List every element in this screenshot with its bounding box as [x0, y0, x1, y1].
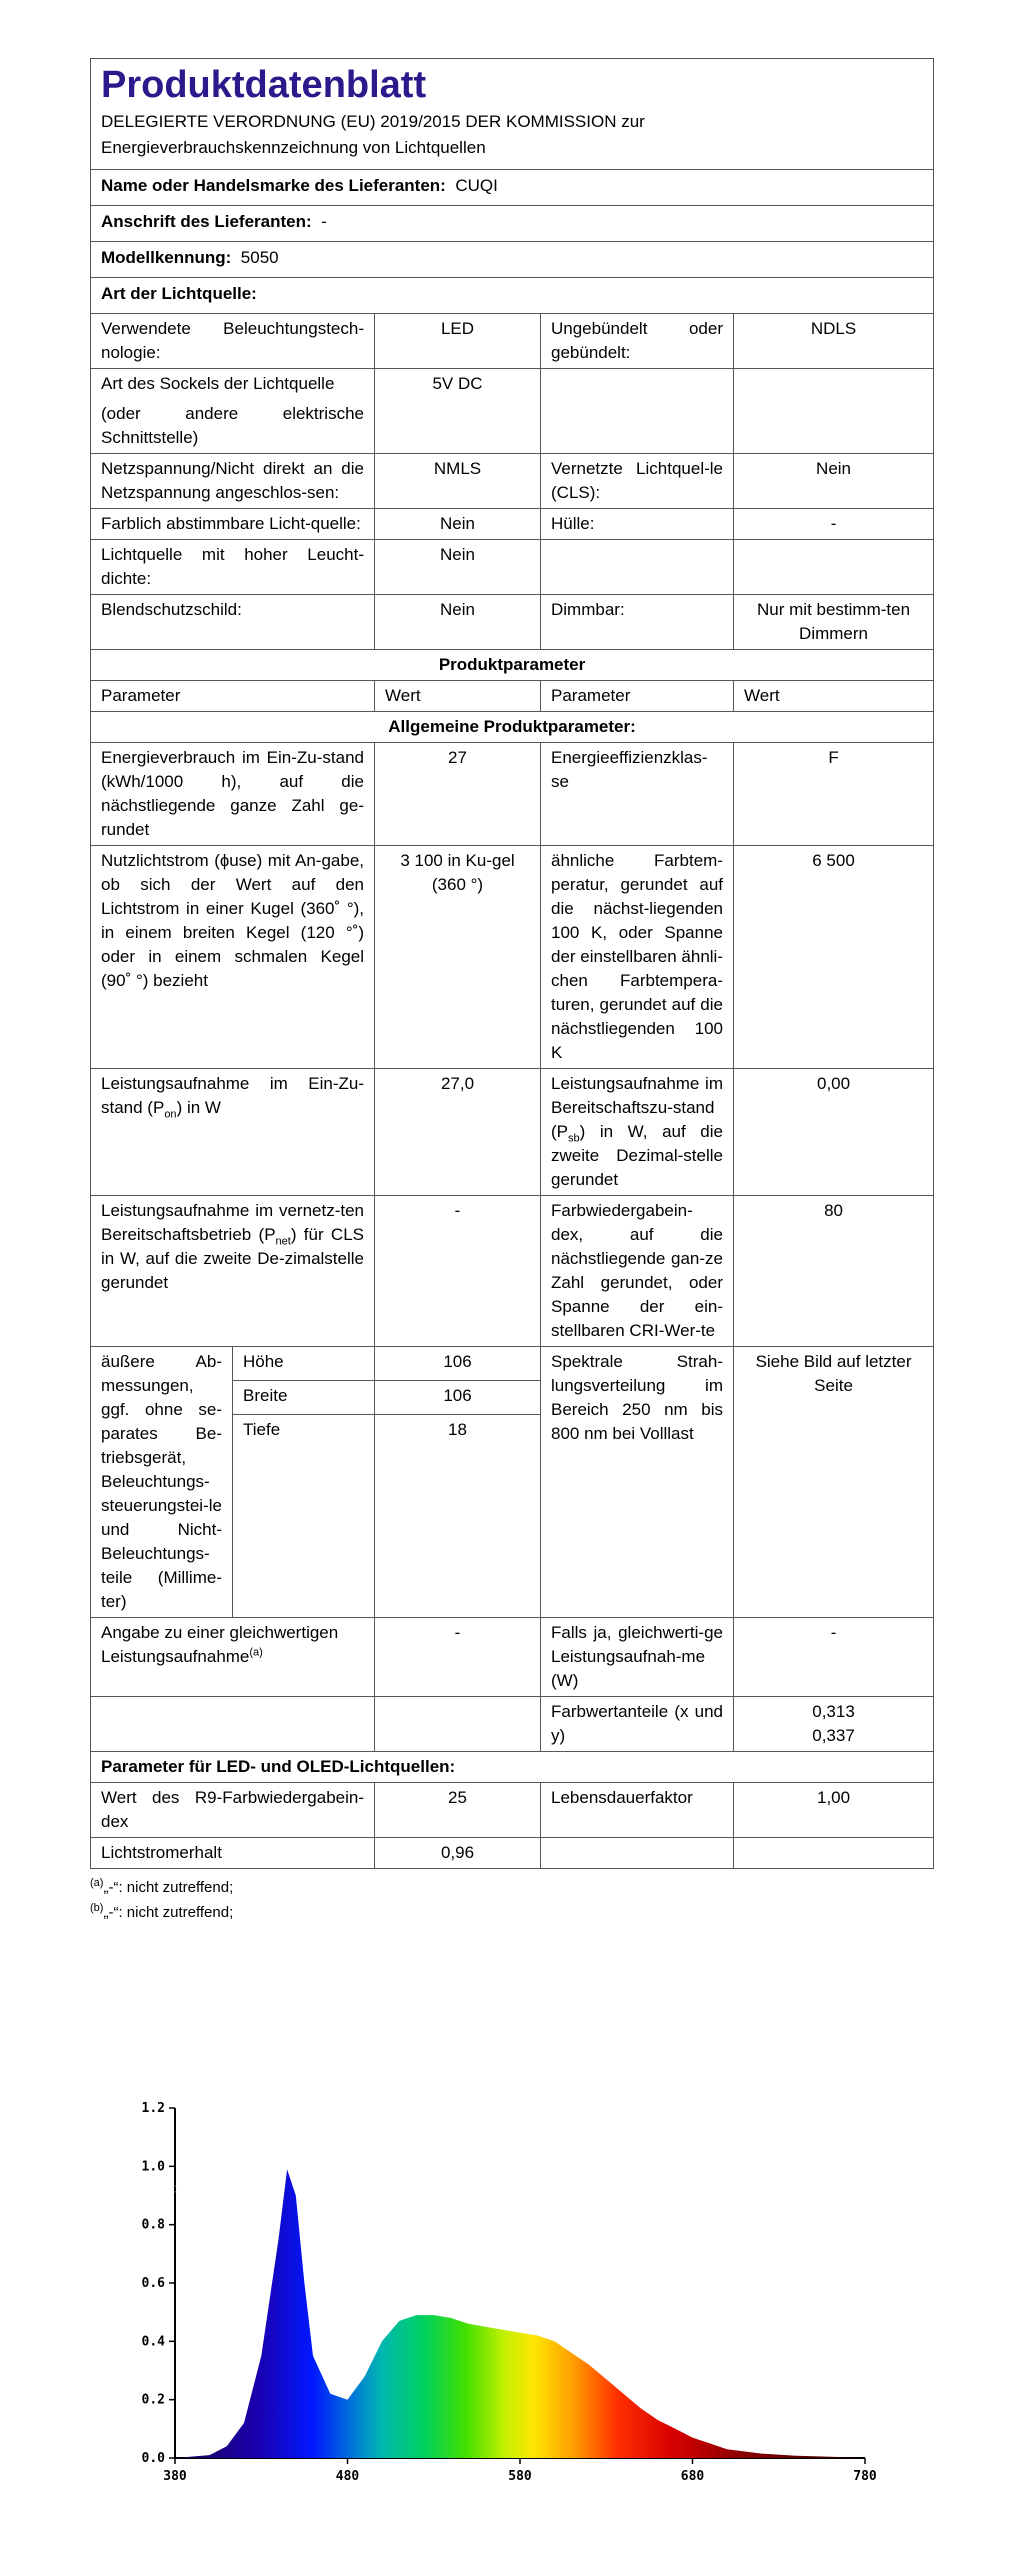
equivalent-power-footnote: (a) [249, 1646, 263, 1659]
height-label: Höhe [233, 1347, 375, 1381]
page-title: Produktdatenblatt [101, 64, 427, 106]
anti-glare-value: Nein [375, 595, 541, 650]
regulation-line-1: DELEGIERTE VERORDNUNG (EU) 2019/2015 DER KOMMISSION zur [101, 112, 645, 131]
chromaticity-y: 0,337 [812, 1726, 855, 1745]
lumen-maintenance-value: 0,96 [375, 1838, 541, 1869]
r9-label: Wert des R9-Farbwiedergabein-dex [91, 1783, 375, 1838]
cap-type-label: Art des Sockels der Lichtquelle [101, 374, 335, 393]
footnote-b-text: „-“: nicht zutreffend; [103, 1904, 234, 1921]
empty-cell [541, 540, 734, 595]
technology-value: LED [375, 314, 541, 369]
colour-tunable-label: Farblich abstimmbare Licht-quelle: [91, 509, 375, 540]
x-tick-label: 780 [853, 2469, 877, 2484]
equivalent-watt-value: - [734, 1618, 934, 1697]
cap-type-note: (oder andere elektrische Schnittstelle) [101, 404, 364, 447]
on-mode-power-label [91, 1069, 375, 1196]
y-tick-label: 1.2 [141, 2101, 165, 2116]
product-parameters-heading: Produktparameter [91, 650, 934, 681]
footnotes [90, 1875, 933, 1925]
colour-tunable-value: Nein [375, 509, 541, 540]
mains-label: Netzspannung/Nicht direkt an die Netzspannung angeschlos-sen: [91, 454, 375, 509]
footnote-a-text: „-“: nicht zutreffend; [103, 1879, 234, 1896]
y-tick-label: 0.2 [141, 2392, 165, 2408]
on-mode-power-text: Leistungsaufnahme im Ein-Zu-stand (P [101, 1074, 364, 1117]
header-cell [91, 59, 934, 170]
envelope-value: - [734, 509, 934, 540]
model-label: Modellkennung: [101, 248, 232, 267]
model-row [91, 242, 934, 278]
footnote-a [90, 1875, 933, 1900]
spectral-chart-svg [120, 2090, 900, 2500]
footnote-b-mark: (b) [90, 1902, 104, 1914]
col-value-2: Wert [734, 681, 934, 712]
cct-value: 6 500 [734, 846, 934, 1069]
depth-label: Tiefe [233, 1415, 375, 1618]
cct-label: ähnliche Farbtem-peratur, gerundet auf die nächst-liegenden 100 K, oder Spanne der einstellbaren ähnli-chen Farbtempera-turen, gerundet auf die nächstliegenden 100 K [541, 846, 734, 1069]
mains-value: NMLS [375, 454, 541, 509]
dimmable-value: Nur mit bestimm-ten Dimmern [734, 595, 934, 650]
high-luminance-label: Lichtquelle mit hoher Leucht-dichte: [91, 540, 375, 595]
networked-standby-text-end: ) für CLS in W, auf die zweite De-zimalstelle gerundet [101, 1225, 364, 1292]
datasheet [90, 58, 933, 1925]
standby-power-sub: sb [568, 1132, 580, 1145]
datasheet-table [90, 58, 934, 1869]
chromaticity-value [734, 1697, 934, 1752]
empty-cell [734, 1838, 934, 1869]
energy-class-value: F [734, 743, 934, 846]
x-tick-label: 380 [163, 2469, 187, 2484]
energy-consumption-value: 27 [375, 743, 541, 846]
equivalent-power-text: Angabe zu einer gleichwertigen Leistungsaufnahme [101, 1623, 339, 1666]
equivalent-watt-label: Falls ja, gleichwerti-ge Leistungsaufnah-me (W) [541, 1618, 734, 1697]
connected-value: Nein [734, 454, 934, 509]
spectral-distribution-value: Siehe Bild auf letzter Seite [734, 1347, 934, 1618]
empty-cell [734, 540, 934, 595]
led-parameters-heading: Parameter für LED- und OLED-Lichtquellen: [91, 1752, 934, 1783]
dimmable-label: Dimmbar: [541, 595, 734, 650]
survival-factor-value: 1,00 [734, 1783, 934, 1838]
supplier-address-row [91, 206, 934, 242]
high-luminance-value: Nein [375, 540, 541, 595]
luminous-flux-value: 3 100 in Ku-gel (360 °) [375, 846, 541, 1069]
cap-type-cell [91, 369, 375, 454]
standby-power-label [541, 1069, 734, 1196]
y-tick-label: 0.4 [141, 2334, 165, 2350]
col-parameter-1: Parameter [91, 681, 375, 712]
technology-label: Verwendete Beleuchtungstech-nologie: [91, 314, 375, 369]
footnote-a-mark: (a) [90, 1877, 104, 1889]
standby-power-value: 0,00 [734, 1069, 934, 1196]
equivalent-power-label [91, 1618, 375, 1697]
col-parameter-2: Parameter [541, 681, 734, 712]
empty-cell [91, 1697, 375, 1752]
on-mode-power-sub: on [164, 1108, 177, 1121]
watermark-logo: ◌ [170, 2180, 179, 2196]
lightsource-type-label: Art der Lichtquelle: [101, 284, 257, 303]
on-mode-power-value: 27,0 [375, 1069, 541, 1196]
standby-power-text: Leistungsaufnahme im Bereitschaftszu-stand (P [551, 1074, 723, 1141]
col-value-1: Wert [375, 681, 541, 712]
supplier-address-value: - [321, 212, 327, 231]
standby-power-text-end: ) in W, auf die zweite Dezimal-stelle gerundet [551, 1122, 723, 1189]
empty-cell [541, 1838, 734, 1869]
regulation-line-2: Energieverbrauchskennzeichnung von Lichtquellen [101, 138, 486, 157]
on-mode-power-text-end: ) in W [176, 1098, 221, 1117]
networked-standby-value: - [375, 1196, 541, 1347]
equivalent-power-value: - [375, 1618, 541, 1697]
y-tick-label: 0.0 [141, 2451, 165, 2466]
supplier-address-label: Anschrift des Lieferanten: [101, 212, 312, 231]
cap-type-value: 5V DC [375, 369, 541, 454]
connected-label: Vernetzte Lichtquel-le (CLS): [541, 454, 734, 509]
supplier-name-label: Name oder Handelsmarke des Lieferanten: [101, 176, 446, 195]
spectral-chart [120, 2090, 900, 2500]
lumen-maintenance-label: Lichtstromerhalt [91, 1838, 375, 1869]
r9-value: 25 [375, 1783, 541, 1838]
cri-value: 80 [734, 1196, 934, 1347]
model-value: 5050 [240, 248, 279, 267]
lightsource-type-row [91, 278, 934, 314]
envelope-label: Hülle: [541, 509, 734, 540]
x-tick-label: 480 [335, 2469, 360, 2484]
networked-standby-label [91, 1196, 375, 1347]
y-tick-label: 0.8 [141, 2217, 165, 2233]
anti-glare-label: Blendschutzschild: [91, 595, 375, 650]
dimensions-label: äußere Ab-messungen, ggf. ohne se-parates Be-triebsgerät, Beleuchtungs-steuerungstei-le und Nicht-Beleuchtungs-teile (Millime-ter) [91, 1347, 233, 1618]
directional-label: Ungebündelt oder gebündelt: [541, 314, 734, 369]
networked-standby-text: Leistungsaufnahme im vernetz-ten Bereitschaftsbetrieb (P [101, 1201, 364, 1244]
spectral-distribution-label: Spektrale Strah-lungsverteilung im Bereich 250 nm bis 800 nm bei Volllast [541, 1347, 734, 1618]
footnote-b [90, 1900, 933, 1925]
supplier-name-value: CUQI [455, 176, 498, 195]
empty-cell [734, 369, 934, 454]
energy-class-label: Energieeffizienzklas-se [541, 743, 734, 846]
y-tick-label: 1.0 [141, 2159, 165, 2175]
cri-label: Farbwiedergabein-dex, auf die nächstliegende gan-ze Zahl gerundet, oder Spanne der ein-stellbaren CRI-Wer-te [541, 1196, 734, 1347]
luminous-flux-label: Nutzlichtstrom (ɸuse) mit An-gabe, ob sich der Wert auf den Lichtstrom in einer Kugel (360˚ °), in einem breiten Kegel (120 °˚) oder in einem schmalen Kegel (90˚ °) bezieht [91, 846, 375, 1069]
empty-cell [541, 369, 734, 454]
survival-factor-label: Lebensdauerfaktor [541, 1783, 734, 1838]
empty-cell [375, 1697, 541, 1752]
energy-consumption-label: Energieverbrauch im Ein-Zu-stand (kWh/1000 h), auf die nächstliegende ganze Zahl ge-rundet [91, 743, 375, 846]
x-tick-label: 680 [680, 2469, 705, 2484]
x-tick-label: 580 [508, 2469, 532, 2484]
width-value: 106 [375, 1381, 541, 1415]
chromaticity-label: Farbwertanteile (x und y) [541, 1697, 734, 1752]
networked-standby-sub: net [275, 1235, 291, 1248]
y-tick-label: 0.6 [141, 2276, 165, 2291]
supplier-name-row [91, 170, 934, 206]
depth-value: 18 [375, 1415, 541, 1618]
height-value: 106 [375, 1347, 541, 1381]
directional-value: NDLS [734, 314, 934, 369]
spectral-area [175, 2169, 865, 2458]
general-parameters-heading: Allgemeine Produktparameter: [91, 712, 934, 743]
width-label: Breite [233, 1381, 375, 1415]
chromaticity-x: 0,313 [812, 1702, 855, 1721]
